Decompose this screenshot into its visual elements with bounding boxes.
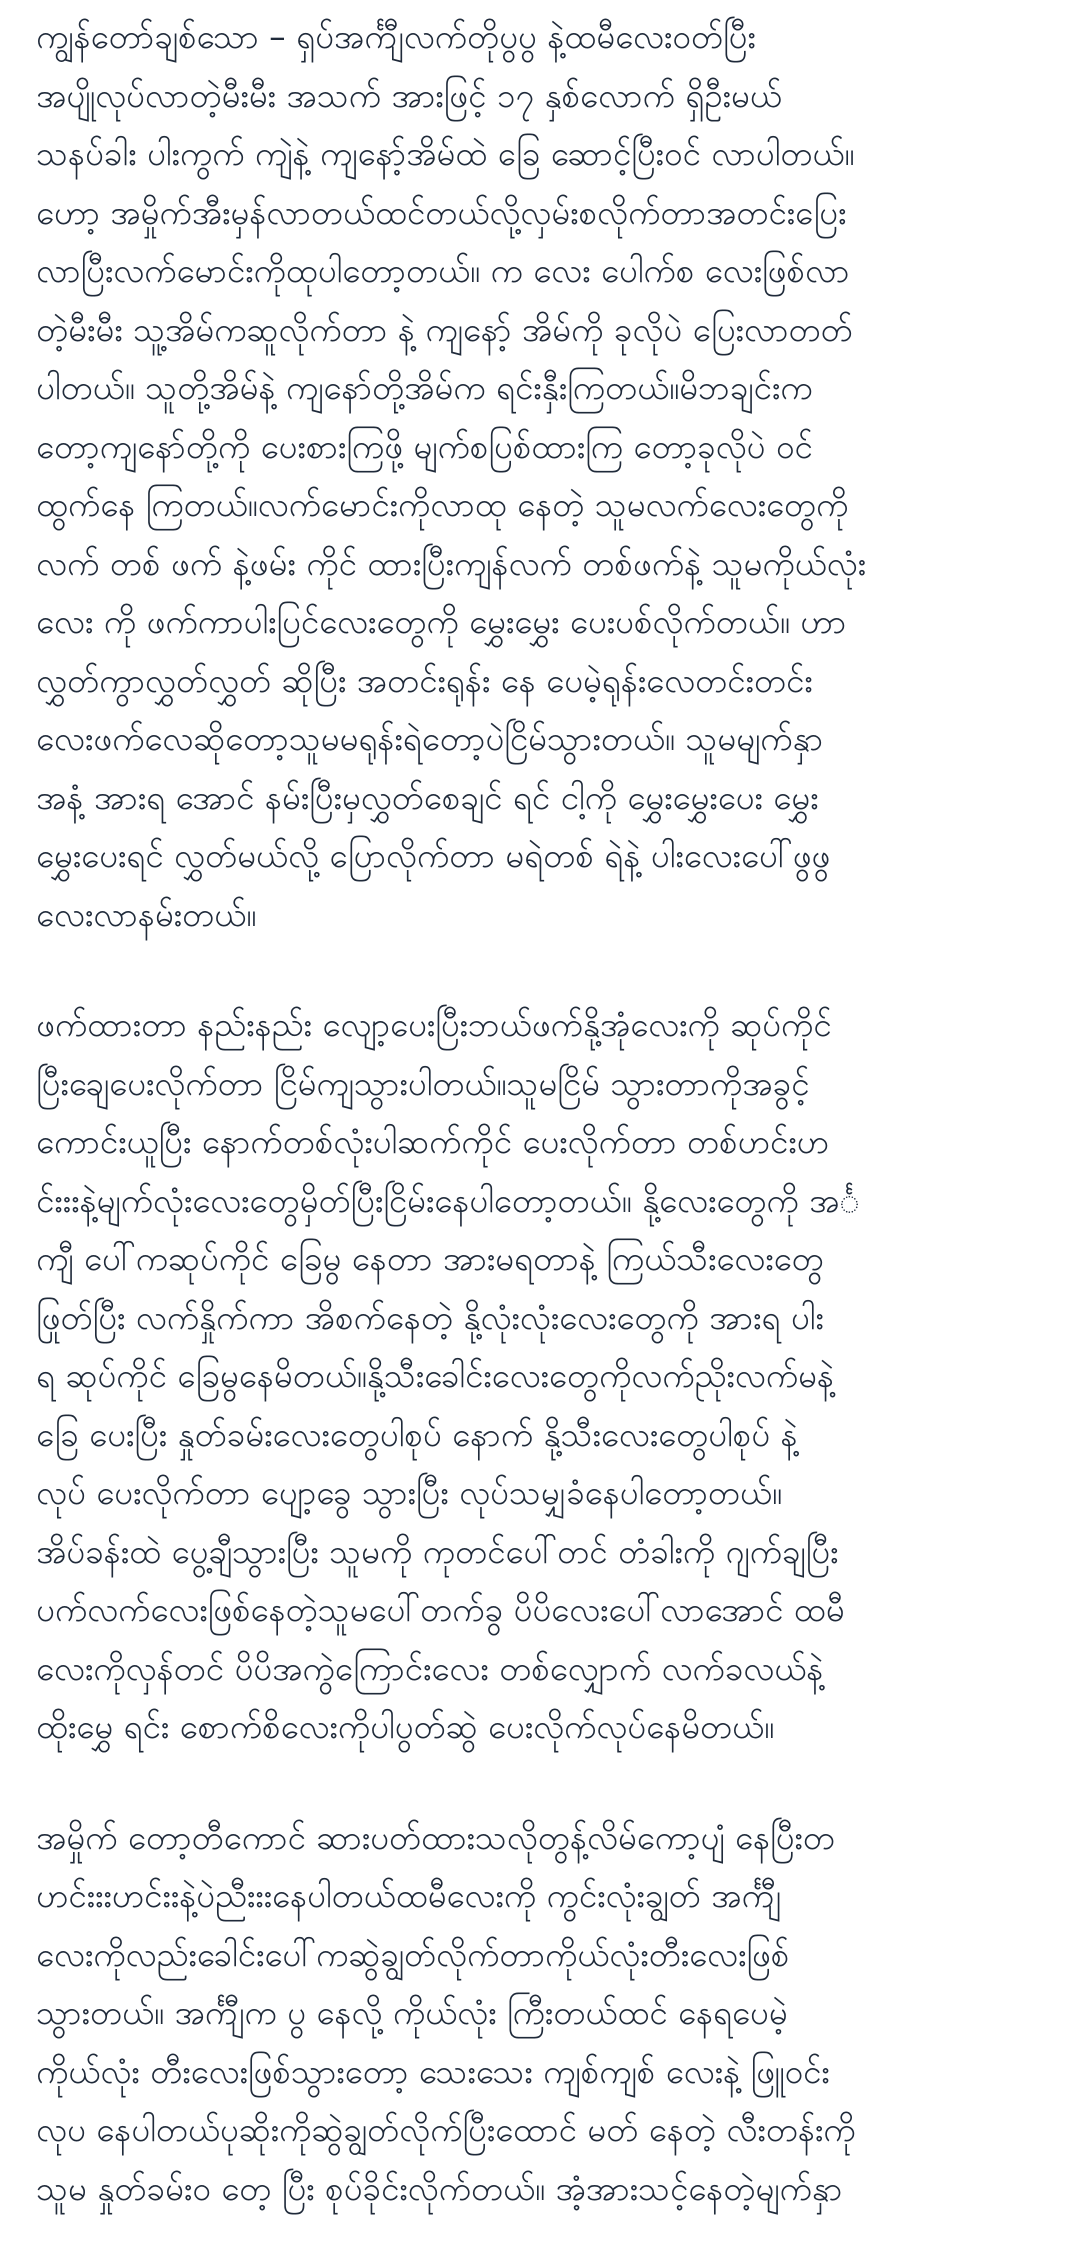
article-paragraph-1: ကျွန်တော်ချစ်သော – ရှပ်အင်္ကျီလက်တိုပွပွ နဲ့ထမီလေးဝတ်ပြီး အပျိုလုပ်လာတဲ့မီးမီး အသက် အားဖြင့် ၁၇ နှစ်လောက် ရှိဦးမယ် သနပ်ခါး ပါးကွက် ကျဲနဲ့ ကျနော့်အိမ်ထဲ ခြေ ဆောင့်ပြီးဝင် လာပါတယ်။ ဟော့ အမှိုက်အီးမှန်လာတယ်ထင်တယ်လို့လှမ်းစလိုက်တာအတင်းပြေး လာပြီးလက်မောင်းကိုထုပါတော့တယ်။ က လေး ပေါက်စ လေးဖြစ်လာ တဲ့မီးမီး သူ့အိမ်ကဆူလိုက်တာ နဲ့ ကျနော့် အိမ်ကို ခုလိုပဲ ပြေးလာတတ် ပါတယ်။ သူတို့အိမ်နဲ့ ကျနော်တို့အိမ်က ရင်းနှီးကြတယ်။မိဘချင်းက တော့ကျနော်တို့ကို ပေးစားကြဖို့ မျက်စပြစ်ထားကြ တော့ခုလိုပဲ ဝင် ထွက်နေ ကြတယ်။လက်မောင်းကိုလာထု နေတဲ့ သူမလက်လေးတွေကို လက် တစ် ဖက် နဲ့ဖမ်း ကိုင် ထားပြီးကျန်လက် တစ်ဖက်နဲ့ သူမကိုယ်လုံး လေး ကို ဖက်ကာပါးပြင်လေးတွေကို မွှေးမွှေး ပေးပစ်လိုက်တယ်။ ဟာ လွှတ်ကွာလွှတ်လွှတ် ဆိုပြီး အတင်းရုန်း နေ ပေမဲ့ရုန်းလေတင်းတင်း လေးဖက်လေဆိုတော့သူမမရုန်းရဲတော့ပဲငြိမ်သွားတယ်။ သူမမျက်နှာ အနံ့ အားရ အောင် နမ်းပြီးမှလွှတ်စေချင် ရင် ငါ့ကို မွှေးမွှေးပေး မွှေး မွှေးပေးရင် လွှတ်မယ်လို့ ပြောလိုက်တာ မရဲတစ် ရဲနဲ့ ပါးလေးပေါ်ဖွဖွ လေးလာနမ်းတယ်။ (36, 17, 866, 934)
article-paragraph-3: အမှိုက် တော့တီကောင် ဆားပတ်ထားသလိုတွန့်လိမ်ကော့ပျံ နေပြီးတ ဟင်းးးဟင်းးနဲ့ပဲညီးးးနေပါတယ်ထမီလေးကို ကွင်းလုံးချွတ် အင်္ကျီ လေးကိုလည်းခေါင်းပေါ်ကဆွဲချွတ်လိုက်တာကိုယ်လုံးတီးလေးဖြစ် သွားတယ်။ အင်္ကျီက ပွ နေလို့ ကိုယ်လုံး ကြီးတယ်ထင် နေရပေမဲ့ ကိုယ်လုံး တီးလေးဖြစ်သွားတော့ သေးသေး ကျစ်ကျစ် လေးနဲ့ ဖြူဝင်း လုပ နေပါတယ်ပုဆိုးကိုဆွဲချွတ်လိုက်ပြီးထောင် မတ် နေတဲ့ လီးတန်းကို သူမ နှုတ်ခမ်းဝ တေ့ ပြီး စုပ်ခိုင်းလိုက်တယ်။ အံ့အားသင့်နေတဲ့မျက်နှာ (36, 1817, 856, 2208)
article-paragraph-2: ဖက်ထားတာ နည်းနည်း လျော့ပေးပြီးဘယ်ဖက်နို့အုံလေးကို ဆုပ်ကိုင် ပြီးချေပေးလိုက်တာ ငြိမ်ကျသွားပါတယ်။သူမငြိမ် သွားတာကိုအခွင့် ကောင်းယူပြီး နောက်တစ်လုံးပါဆက်ကိုင် ပေးလိုက်တာ တစ်ဟင်းဟ င်းးးနဲ့မျက်လုံးလေးတွေမှိတ်ပြီးငြိမ်းနေပါတော့တယ်။ နို့လေးတွေကို အင်္ ကျီ ပေါ်ကဆုပ်ကိုင် ခြေမွ နေတာ အားမရတာနဲ့ ကြယ်သီးလေးတွေ ဖြုတ်ပြီး လက်နှိုက်ကာ အိစက်နေတဲ့ နို့လုံးလုံးလေးတွေကို အားရ ပါး ရ ဆုပ်ကိုင် ခြေမွနေမိတယ်။နို့သီးခေါင်းလေးတွေကိုလက်ညိုးလက်မနဲ့ ခြေ ပေးပြီး နှုတ်ခမ်းလေးတွေပါစုပ် နောက် နို့သီးလေးတွေပါစုပ် နဲ့ လုပ် ပေးလိုက်တာ ပျော့ခွေ သွားပြီး လုပ်သမျှခံနေပါတော့တယ်။ အိပ်ခန်းထဲ ပွေ့ချီသွားပြီး သူမကို ကုတင်ပေါ်တင် တံခါးကို ဂျက်ချပြီး ပက်လက်လေးဖြစ်နေတဲ့သူမပေါ်တက်ခွ ပိပိလေးပေါ်လာအောင် ထမီ လေးကိုလှန်တင် ပိပိအကွဲကြောင်းလေး တစ်လျှောက် လက်ခလယ်နဲ့ ထိုးမွှေ ရင်း စောက်စိလေးကိုပါပွတ်ဆွဲ ပေးလိုက်လုပ်နေမိတယ်။ (36, 1005, 860, 1746)
